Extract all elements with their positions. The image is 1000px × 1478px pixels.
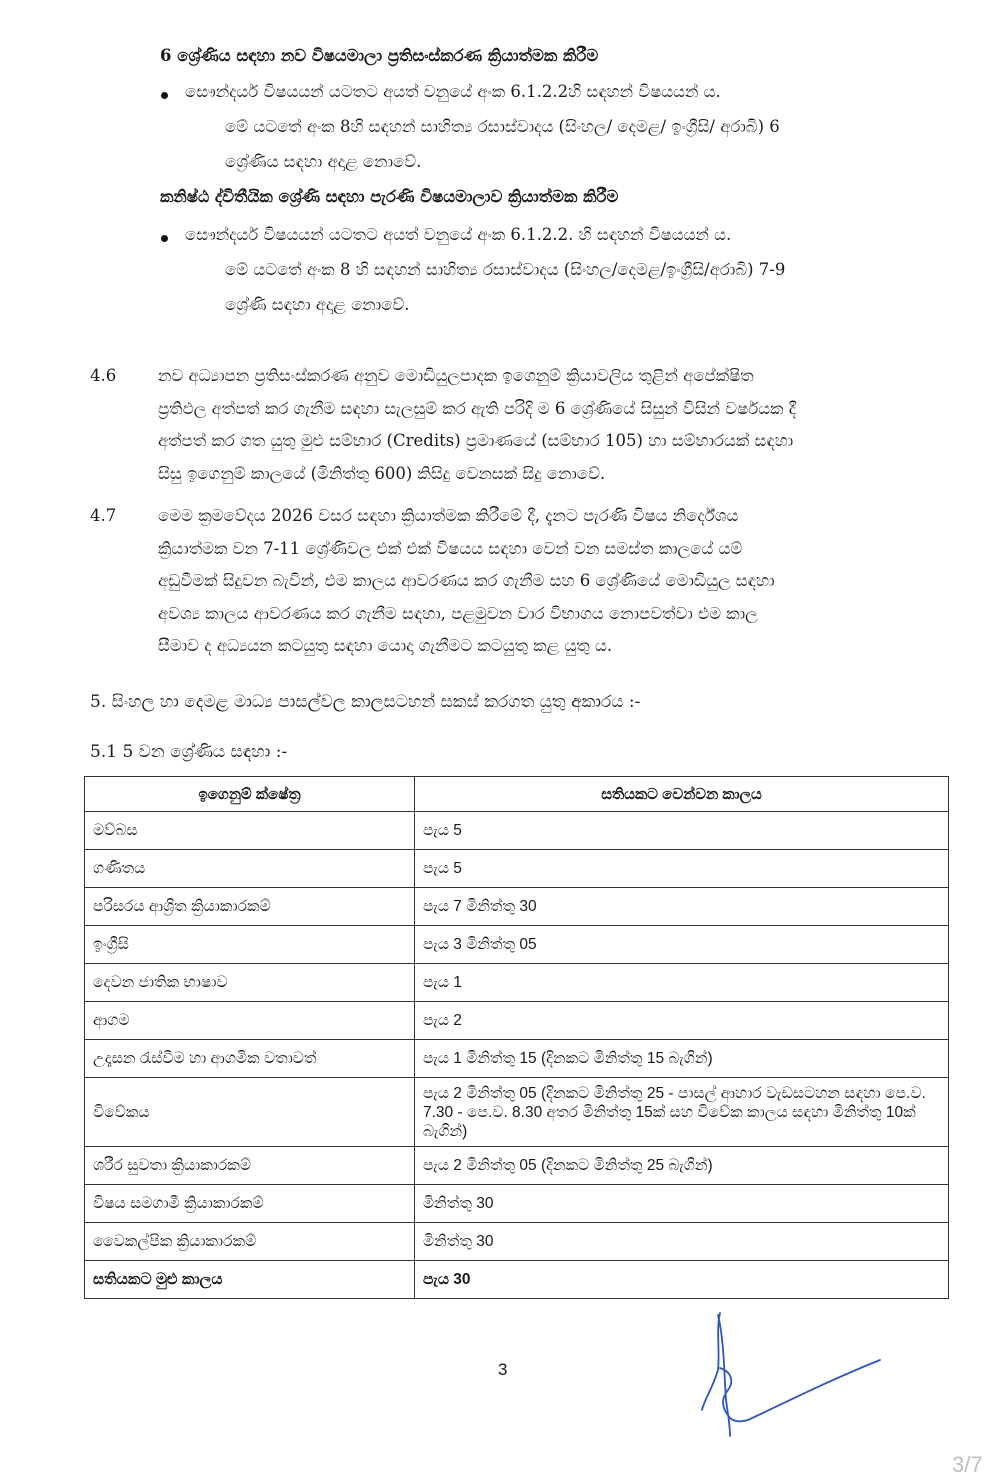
paragraph-line: සිසු ඉගෙනුම් කාලයේ (මිනිත්තු 600) කිසිදු වෙනසක් සිදු නොවේ. bbox=[158, 463, 606, 483]
table-row bbox=[85, 926, 949, 964]
section-5-1-subheading: 5.1 5 වන ශ්‍රේණිය සඳහා :- bbox=[90, 742, 288, 762]
paragraph-line: නව අධ්‍යාපන ප්‍රතිසංස්කරණ අනුව මොඩියුලපාදක ඉගෙනුම් ක්‍රියාවලිය තුළින් අපේක්ෂිත bbox=[158, 366, 754, 385]
total-value-cell: පැය 30 bbox=[415, 1261, 949, 1299]
weekly-time-cell: පැය 3 මිනිත්තු 05 bbox=[415, 926, 949, 964]
page-count-indicator: 3/7 bbox=[952, 1452, 983, 1477]
paragraph-number: 4.7 bbox=[90, 506, 117, 525]
learning-area-cell: වෛකල්පික ක්‍රියාකාරකම් bbox=[85, 1223, 415, 1261]
weekly-time-cell: පැය 2 bbox=[415, 1002, 949, 1040]
weekly-time-cell: මිනිත්තු 30 bbox=[415, 1185, 949, 1223]
paragraph-line: මෙම ක්‍රමවේදය 2026 වසර සඳහා ක්‍රියාත්මක කිරීමේ දී, දැනට පැරණි විෂය නිර්දේශය bbox=[158, 506, 739, 525]
grade5-timetable bbox=[84, 776, 949, 1299]
junior-bullet-text: සෞන්දර්ය විෂයයන් යටතට අයත් වනුයේ අංක 6.1.2.2. හි සඳහන් විෂයයන් ය. bbox=[185, 225, 732, 244]
paragraph-4-6 bbox=[90, 360, 948, 490]
paragraph-line: ක්‍රියාත්මක වන 7-11 ශ්‍රේණිවල එක් එක් විෂයය සඳහා වෙන් වන සමස්ත කාලයේ යම් bbox=[158, 538, 743, 558]
bullet-icon bbox=[161, 235, 168, 242]
junior-note-line1: මේ යටතේ අංක 8 හි සඳහන් සාහිත්‍ය රසාස්වාදය (සිංහල/දෙමළ/ඉංග්‍රීසි/අරාබි) 7-9 bbox=[225, 260, 786, 279]
total-label-cell: සතියකට මුළු කාලය bbox=[85, 1261, 415, 1299]
grade6-note-line1: මේ යටතේ අංක 8හි සඳහන් සාහිත්‍ය රසාස්වාදය (සිංහල/ දෙමළ/ ඉංග්‍රීසි/ අරාබි) 6 bbox=[225, 117, 780, 136]
table-total-row bbox=[85, 1261, 949, 1299]
junior-note-line2: ශ්‍රේණි සඳහා අදාළ නොවේ. bbox=[225, 295, 410, 314]
paragraph-number: 4.6 bbox=[90, 366, 117, 385]
paragraph-line: සීමාව ද අධ්‍යයන කටයුතු සඳහා යොදා ගැනීමට කටයුතු කළ යුතු ය. bbox=[158, 636, 613, 655]
grade6-heading: 6 ශ්‍රේණිය සඳහා නව විෂයමාලා ප්‍රතිසංස්කරණ ක්‍රියාත්මක කිරීම bbox=[160, 46, 599, 65]
learning-area-cell: ඉංග්‍රීසි bbox=[85, 926, 415, 964]
weekly-time-cell: පැය 1 bbox=[415, 964, 949, 1002]
column-header-learning-area: ඉගෙනුම් ක්ෂේත්‍ර bbox=[85, 777, 415, 812]
page-number: 3 bbox=[498, 1360, 508, 1379]
table-row bbox=[85, 1040, 949, 1078]
weekly-time-cell: පැය 7 මිනිත්තු 30 bbox=[415, 888, 949, 926]
learning-area-cell: විෂය සමගාමී ක්‍රියාකාරකම් bbox=[85, 1185, 415, 1223]
weekly-time-cell: මිනිත්තු 30 bbox=[415, 1223, 949, 1261]
paragraph-line: අත්පත් කර ගත යුතු මුළු සම්භාර (Credits) ප්‍රමාණයේ (සම්භාර 105) හා සම්භාරයක් සඳහා bbox=[158, 431, 794, 450]
weekly-time-cell: පැය 2 මිනිත්තු 05 (දිනකට මිනිත්තු 25 බැගින්) bbox=[415, 1147, 949, 1185]
column-header-weekly-time: සතියකට වෙන්වන කාලය bbox=[415, 777, 949, 812]
paragraph-line: අඩුවීමක් සිදුවන බැවින්, එම කාලය ආවරණය කර ගැනීම සහ 6 ශ්‍රේණියේ මොඩියුල සඳහා bbox=[158, 571, 775, 590]
weekly-time-cell: පැය 5 bbox=[415, 812, 949, 850]
section-5-heading: 5. සිංහල හා දෙමළ මාධ්‍ය පාසල්වල කාලසටහන් සකස් කරගත යුතු අකාරය :- bbox=[90, 692, 641, 712]
learning-area-cell: දෙවන ජාතික භාෂාව bbox=[85, 964, 415, 1002]
table-header-row bbox=[85, 777, 949, 812]
paragraph-4-7 bbox=[90, 500, 948, 663]
paragraph-line: අවශ්‍ය කාලය ආවරණය කර ගැනීම සඳහා, පළමුවන වාර විභාගය නොපවත්වා එම කාල bbox=[158, 603, 758, 623]
signature-icon bbox=[690, 1310, 890, 1440]
table-row bbox=[85, 812, 949, 850]
grade6-note-line2: ශ්‍රේණිය සඳහා අදාළ නොවේ. bbox=[225, 152, 422, 171]
learning-area-cell: මව්බස bbox=[85, 812, 415, 850]
table-row bbox=[85, 1002, 949, 1040]
paragraph-line: ප්‍රතිඵල අත්පත් කර ගැනීම සඳහා සැලසුම් කර ඇති පරිදි ම 6 ශ්‍රේණියේ සිසුන් විසින් වර්ෂයක දී bbox=[158, 398, 797, 418]
learning-area-cell: උදෑසන රැස්වීම හා ආගමික වතාවත් bbox=[85, 1040, 415, 1078]
signature-stroke bbox=[702, 1313, 880, 1436]
table-row bbox=[85, 850, 949, 888]
grade6-bullet-text: සෞන්දර්ය විෂයයන් යටතට අයත් වනුයේ අංක 6.1.2.2හි සඳහන් විෂයයන් ය. bbox=[185, 82, 721, 101]
table-row bbox=[85, 1147, 949, 1185]
table-row bbox=[85, 964, 949, 1002]
junior-secondary-heading: කනිෂ්ඨ ද්විතීයික ශ්‍රේණි සඳහා පැරණි විෂයමාලාව ක්‍රියාත්මක කිරීම bbox=[160, 187, 619, 206]
learning-area-cell: ශරීර සුවතා ක්‍රියාකාරකම් bbox=[85, 1147, 415, 1185]
learning-area-cell: විවේකය bbox=[85, 1078, 415, 1147]
learning-area-cell: පරිසරය ආශ්‍රිත ක්‍රියාකාරකම් bbox=[85, 888, 415, 926]
bullet-icon bbox=[161, 92, 168, 99]
learning-area-cell: ආගම bbox=[85, 1002, 415, 1040]
weekly-time-cell: පැය 2 මිනිත්තු 05 (දිනකට මිනිත්තු 25 - පාසල් ආහාර වැඩසටහන සඳහා පෙ.ව. 7.30 - පෙ.ව. 8.30 අතර මිනිත්තු 15ක් සහ විවේක කාලය සඳහා මිනිත්තු 10ක් බැගින්) bbox=[415, 1078, 949, 1147]
table-row bbox=[85, 1185, 949, 1223]
weekly-time-cell: පැය 5 bbox=[415, 850, 949, 888]
table-row bbox=[85, 1223, 949, 1261]
table-row bbox=[85, 1078, 949, 1147]
learning-area-cell: ගණිතය bbox=[85, 850, 415, 888]
table-row bbox=[85, 888, 949, 926]
weekly-time-cell: පැය 1 මිනිත්තු 15 (දිනකට මිනිත්තු 15 බැගින්) bbox=[415, 1040, 949, 1078]
